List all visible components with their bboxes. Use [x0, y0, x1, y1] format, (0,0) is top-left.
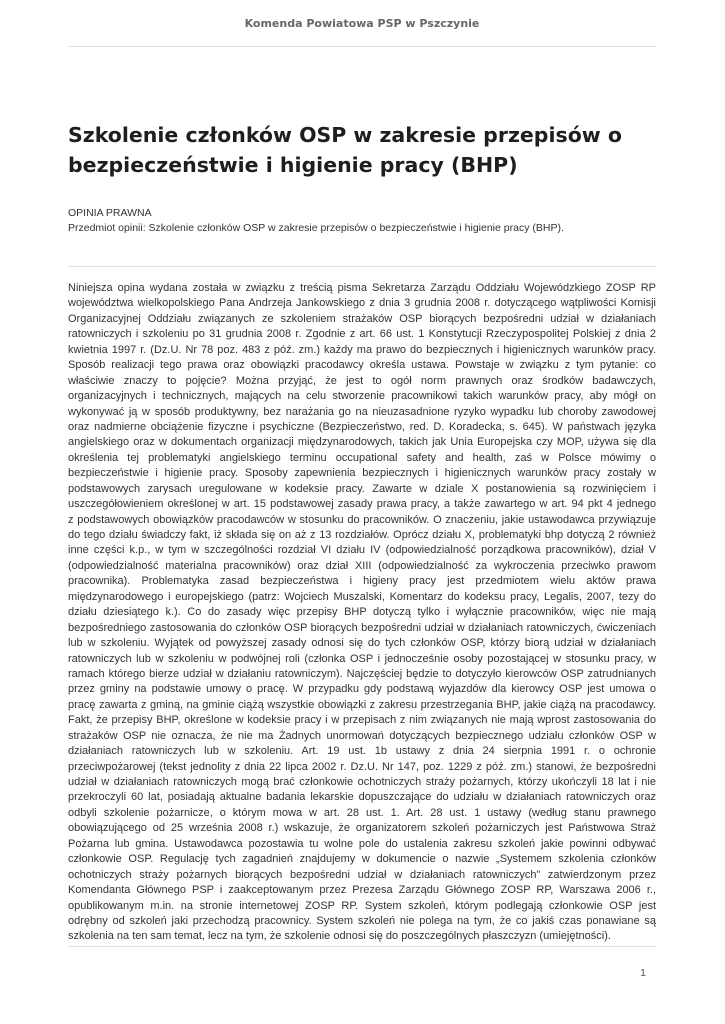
site-header: Komenda Powiatowa PSP w Pszczynie [244, 17, 480, 30]
body-text-line: organizacyjnych i technicznych, mających na celu stworzenie pracownikowi takich warunków pracy, aby mógł on [68, 390, 656, 403]
body-text-line: Komendanta Głównego PSP i zaakceptowanym przez Prezesa Zarządu Głównego ZOSP RP, Warszawa 2006 r., [68, 884, 656, 897]
body-text-line: udział w działaniach ratowniczych mogą brać członkowie ochotniczych straży pożarnych, którzy ukończyli 18 lat i nie [68, 776, 656, 788]
page-title-line: Szkolenie członków OSP w zakresie przepisów o [68, 123, 622, 147]
body-text-line: międzynarodowego i europejskiego (patrz: Wojciech Muszalski, Komentarz do kodeksu pracy, Legalis, 2007, tezy do [68, 590, 656, 603]
body-text-line: członkowie OSP. Regulację tych zagadnień znajdujemy w dokumencie o nazwie „Systemem szkolenia członków [68, 853, 656, 866]
body-text-line: wykonywać ją w sposób produktywny, bez narażania go na nieuzasadnione ryzyko wypadku lub choroby zawodowej [68, 405, 656, 418]
body-text-line: pracę zawarta z gminą, na gminie ciążą wszystkie obowiązki z zakresu przestrzegania BHP, jakie ciążą na pracodawcy. [68, 698, 656, 711]
body-text-line: szkolenia na ten sam temat, lecz na tym, że szkolenie odnosi się do poszczególnych płaszczyzn (umiejętności). [68, 930, 611, 943]
body-text-line: województwa wielkopolskiego Pana Andrzeja Jankowskiego z dnia 3 grudnia 2008 r. dotyczącego wątpliwości Komisji [68, 297, 656, 310]
opinion-category: OPINIA PRAWNA [68, 207, 152, 219]
body-text-line: Fakt, że przepisy BHP, określone w kodeksie pracy i w przepisach z nim związanych nie mają wprost zastosowania do [68, 714, 656, 727]
body-text-line: właściwie znaczy to pojęcie? Można przyjąć, że jest to ogół norm prawnych oraz środków badawczych, [68, 374, 656, 387]
body-text-line: bezpośredniego zastosowania do członków OSP biorących bezpośredni udział w działaniach ratowniczych, ćwiczeniach [68, 621, 656, 634]
body-text-line: przeciwpożarowej (tekst jednolity z dnia 22 lipca 2002 r. Dz.U. Nr 147, poz. 1229 z póź. zm.) stanowi, że bezpośredni [68, 760, 656, 773]
page-number: 1 [640, 967, 646, 979]
section-divider [68, 266, 656, 267]
body-text-line: przez gminy na podstawie umowy o pracę. W przypadku gdy podstawą wyjazdów dla kierowcy OSP jest umowa o [68, 683, 656, 696]
body-text-line: ramach którego bierze udział w działaniu ratowniczym). Najczęściej będzie to dotyczyło kierowców OSP zatrudnianych [68, 667, 656, 680]
body-text-line: lub w szkoleniu. Wyjątek od powyższej zasady odnosi się do tych członków OSP, którzy biorą udział w działaniach [68, 637, 656, 650]
body-text-line: obowiązującego od 25 września 2008 r.) wskazuje, że organizatorem szkoleń pożarniczych jest Państwowa Straż [68, 822, 656, 835]
body-text-line: bezpieczeństwie i higienie pracy. Sposoby zapewnienia bezpiecznych i higienicznych warunków pracy zostały w [68, 467, 656, 480]
body-text-line: podstawowych zarysach uregulowane w kodeksie pracy. Zawarte w dziale X postanowienia są rozwinięciem i [68, 482, 656, 495]
body-text-line: strażaków OSP nie oznacza, że nie ma Żadnych unormowań dotyczących bezpiecznego udziału członków OSP w [68, 729, 656, 742]
page-title-line: bezpieczeństwie i higienie pracy (BHP) [68, 153, 518, 177]
body-paragraph [68, 281, 656, 945]
body-text-line: kwietnia 1997 r. (Dz.U. Nr 78 poz. 483 z póź. zm.) każdy ma prawo do bezpiecznych i higienicznych warunków pracy. [68, 343, 656, 356]
body-text-line: ratowniczych i szkoleniu po 31 grudnia 2008 r. Zgodnie z art. 66 ust. 1 Konstytucji Rzeczypospolitej Polskiej z dnia 2 [68, 328, 656, 341]
body-text-line: odrębny od szkoleń jaki przechodzą pracownicy. System szkoleń nie polega na tym, że co jakiś czas ponawiane są [68, 914, 656, 927]
header-divider [68, 46, 656, 47]
body-text-line: działaniach ratowniczych lub w szkoleniu. Art. 19 ust. 1b ustawy z dnia 24 sierpnia 1991 r. o ochronie [68, 745, 656, 758]
body-text-line: ratowniczych lub w szkoleniu w podwójnej roli (członka OSP i jednocześnie osoby pozostającej w stosunku pracy, w [68, 652, 656, 665]
body-text-line: odbyli szkolenie pożarnicze, o którym mowa w art. 28 ust. 1. Art. 28 ust. 1 ustawy (według stanu prawnego [68, 806, 656, 819]
body-text-line: (odpowiedzialność materialna pracowników) oraz dział XIII (odpowiedzialność za wykroczenia przeciwko prawom [68, 559, 656, 572]
body-text-line: Organizacyjnej Oddziału związanych ze szkoleniem strażaków OSP biorących bezpośredni udział w działaniach [68, 312, 656, 325]
body-text-line: ochotniczych straży pożarnych biorących bezpośredni udział w działaniach ratowniczych” zatwierdzonym przez [68, 868, 656, 881]
body-text-line: pracownika). Problematyka zasad bezpieczeństwa i higieny pracy jest przedmiotem wielu aktów prawa [68, 575, 656, 588]
body-text-line: z podstawowych obowiązków pracodawców w stosunku do pracowników. O znaczeniu, jakie ustawodawca przywiązuje [68, 513, 656, 526]
body-text-line: uszczegółowieniem określonej w art. 15 podstawowej zasady prawa pracy, a także zawartego w art. 94 pkt 4 jednego [68, 498, 656, 511]
page-title [68, 120, 658, 180]
body-text-line: Niniejsza opina wydana została w związku z treścią pisma Sekretarza Zarządu Oddziału Wojewódzkiego ZOSP RP [68, 282, 656, 294]
footer-divider [68, 946, 656, 947]
body-text-line: do tego działu świadczy fakt, iż składa się on aż z 13 rozdziałów. Oprócz działu X, problematyki bhp dotyczą 2 również [68, 529, 656, 541]
body-text-line: oraz nadmierne obciążenie fizyczne i psychiczne (Bezpieczeństwo, red. D. Koradecka, s. 645). W państwach języka [68, 420, 656, 433]
body-text-line: angielskiego oraz w dokumentach organizacji międzynarodowych, takich jak Unia Europejska czy MOP, używa się dla [68, 436, 656, 449]
body-text-line: Sposób realizacji tego prawa oraz obowiązki pracodawcy określa ustawa. Powstaje w związku z tym pytanie: co [68, 359, 656, 372]
opinion-header [68, 206, 658, 235]
body-text-line: działu dziesiątego k.). Co do zasady więc przepisy BHP dotyczą tylko i wyłącznie pracowników, więc nie mają [68, 606, 656, 619]
body-text-line: Pożarna lub gmina. Ustawodawca pozostawia tu wolne pole do ustalenia zakresu szkoleń jakie powinni odbywać [68, 837, 656, 850]
opinion-subject: Przedmiot opinii: Szkolenie członków OSP w zakresie przepisów o bezpieczeństwie i higienie pracy (BHP). [68, 221, 564, 234]
body-text-line: określenia tej problematyki angielskiego terminu occupational safety and health, zaś w Polsce mówimy o [68, 451, 656, 464]
body-text-line: opublikowanym m.in. na stronie internetowej ZOSP RP. System szkoleń, którym podlegają członkowie OSP jest [68, 899, 656, 912]
body-text-line: przekroczyli 60 lat, posiadają aktualne badania lekarskie dopuszczające do udziału w działaniach ratowniczych oraz [68, 791, 656, 804]
body-text-line: inne części k.p., w tym w szczególności rozdział VI działu IV (odpowiedzialność porządkowa pracowników), dział V [68, 544, 656, 557]
